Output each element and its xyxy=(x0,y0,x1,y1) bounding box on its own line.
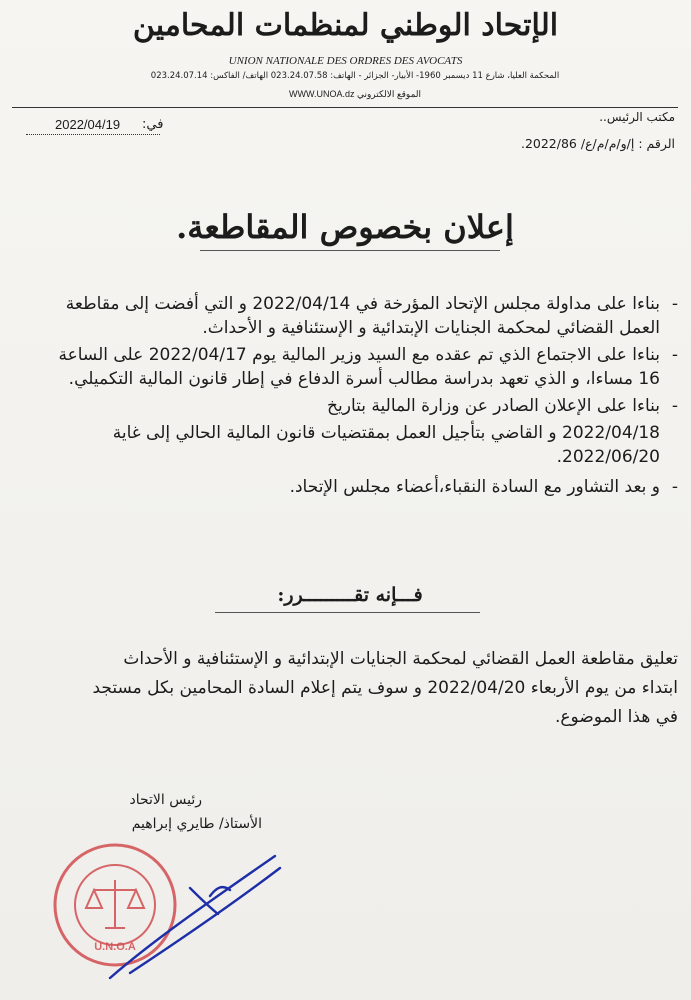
bullet-dash: - xyxy=(671,477,678,497)
title-underline xyxy=(200,250,500,251)
item-line: بناءا على مداولة مجلس الإتحاد المؤرخة في 2022/04/14 و التي أفضت إلى مقاطعة xyxy=(65,294,660,314)
list-item xyxy=(18,343,678,391)
date-label: في: xyxy=(142,117,164,132)
org-name-arabic: الإتحاد الوطني لمنظمات المحامين xyxy=(132,8,559,43)
bullet-dash: - xyxy=(671,396,678,416)
document-title: إعلان بخصوص المقاطعة. xyxy=(176,208,514,246)
item-line: بناءا على الاجتماع الذي تم عقده مع السيد وزير المالية يوم 2022/04/17 على الساعة xyxy=(58,345,660,365)
header-divider xyxy=(12,107,678,108)
decision-underline xyxy=(215,612,480,613)
date-underline xyxy=(26,134,160,135)
list-item xyxy=(18,475,678,499)
signatory-name: الأستاذ/ طايري إبراهيم xyxy=(131,816,262,832)
signatory-title: رئيس الاتحاد xyxy=(129,792,202,808)
item-line: بناءا على الإعلان الصادر عن وزارة المالية بتاريخ xyxy=(327,396,660,416)
list-item xyxy=(18,292,678,340)
stamp-text: U.N.O.A xyxy=(94,941,136,953)
decision-heading: فـــإنه تقـــــــــرر: xyxy=(277,584,423,606)
bullet-dash: - xyxy=(671,345,678,365)
bullet-dash: - xyxy=(671,294,678,314)
list-item xyxy=(18,394,678,418)
item-line: 16 مساءا، و الذي تعهد بدراسة مطالب أسرة الدفاع في إطار قانون المالية التكميلي. xyxy=(68,369,660,389)
decision-line: في هذا الموضوع. xyxy=(555,707,678,727)
handwritten-signature xyxy=(90,848,290,988)
org-address: المحكمة العليا، شارع 11 ديسمبر 1960- الأبيار- الجزائر - الهاتف: 023.24.07.58 الهاتف/ الفاكس: 023.24.07.14 xyxy=(150,71,560,81)
office-label: مكتب الرئيس.. xyxy=(599,110,675,124)
reference-number: الرقم : إ/و/م/م/ع/ 2022/86. xyxy=(520,136,675,151)
item-line: و بعد التشاور مع السادة النقباء،أعضاء مجلس الإتحاد. xyxy=(289,477,660,497)
item-line: العمل القضائي لمحكمة الجنايات الإبتدائية و الإستئنافية و الأحداث. xyxy=(202,318,660,338)
considerations-list xyxy=(18,292,678,502)
decision-line: تعليق مقاطعة العمل القضائي لمحكمة الجنايات الإبتدائية و الإستئنافية و الأحداث xyxy=(123,649,678,669)
item-line: 2022/06/20. xyxy=(556,447,660,467)
list-item xyxy=(18,421,678,469)
decision-line: ابتداء من يوم الأربعاء 2022/04/20 و سوف يتم إعلام السادة المحامين بكل مستجد xyxy=(92,678,678,698)
decision-text xyxy=(20,645,678,732)
item-line: 2022/04/18 و القاضي بتأجيل العمل بمقتضيات قانون المالية الحالي إلى غاية xyxy=(112,423,660,443)
date-value: 2022/04/19 xyxy=(55,117,121,132)
org-website: الموقع الالكتروني WWW.UNOA.dz xyxy=(288,89,422,99)
org-name-french: UNION NATIONALE DES ORDRES DES AVOCATS xyxy=(228,55,463,67)
